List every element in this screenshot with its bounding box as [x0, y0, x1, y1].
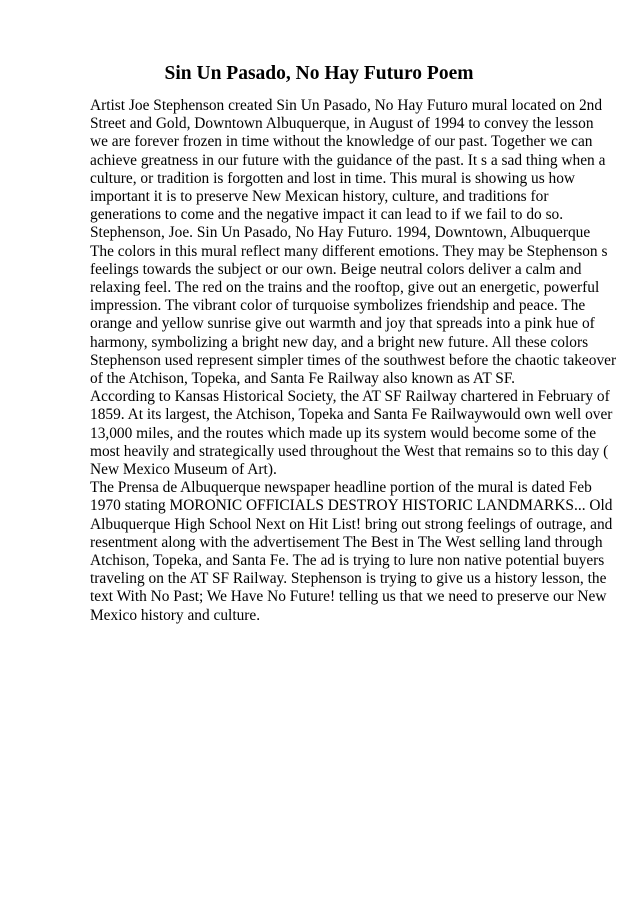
text-line: impression. The vibrant color of turquoise symbolizes friendship and peace. The — [90, 297, 586, 315]
text-line: harmony, symbolizing a bright new day, and a bright new future. All these colors — [90, 333, 589, 351]
text-line: feelings towards the subject or our own. Beige neutral colors deliver a calm and — [90, 260, 582, 278]
text-line: relaxing feel. The red on the trains and the rooftop, give out an energetic, powerful — [90, 279, 600, 297]
text-line: The colors in this mural reflect many different emotions. They may be Stephenson s — [90, 242, 608, 260]
text-line: Stephenson used represent simpler times of the southwest before the chaotic takeover — [90, 351, 617, 369]
text-line: 1970 stating MORONIC OFFICIALS DESTROY HISTORIC LANDMARKS... Old — [90, 497, 613, 515]
text-line: of the Atchison, Topeka, and Santa Fe Railway also known as AT SF. — [90, 370, 516, 388]
text-line: achieve greatness in our future with the guidance of the past. It s a sad thing when a — [90, 151, 606, 169]
text-line: 1859. At its largest, the Atchison, Topeka and Santa Fe Railwaywould own well over — [90, 406, 613, 424]
text-line: generations to come and the negative impact it can lead to if we fail to do so. — [90, 206, 564, 224]
text-line: Mexico history and culture. — [90, 606, 261, 624]
text-line: Street and Gold, Downtown Albuquerque, in August of 1994 to convey the lesson — [90, 115, 594, 133]
document-body — [90, 97, 617, 625]
text-line: The Prensa de Albuquerque newspaper headline portion of the mural is dated Feb — [90, 479, 592, 497]
text-line: Artist Joe Stephenson created Sin Un Pasado, No Hay Futuro mural located on 2nd — [90, 97, 603, 114]
text-line: most heavily and strategically used throughout the West that remains so to this day ( — [90, 442, 609, 460]
document-title: Sin Un Pasado, No Hay Futuro Poem — [164, 63, 474, 84]
text-line: According to Kansas Historical Society, the AT SF Railway chartered in February of — [90, 388, 610, 406]
text-line: New Mexico Museum of Art). — [90, 461, 277, 479]
text-line: text With No Past; We Have No Future! telling us that we need to preserve our New — [90, 588, 607, 606]
text-line: Atchison, Topeka, and Santa Fe. The ad is trying to lure non native potential buyers — [90, 552, 605, 570]
text-line: important it is to preserve New Mexican history, culture, and traditions for — [90, 188, 549, 206]
text-line: Albuquerque High School Next on Hit List! bring out strong feelings of outrage, and — [90, 515, 613, 533]
text-line: 13,000 miles, and the routes which made up its system would become some of the — [90, 424, 597, 442]
text-line: Stephenson, Joe. Sin Un Pasado, No Hay Futuro. 1994, Downtown, Albuquerque — [90, 224, 591, 242]
text-line: resentment along with the advertisement The Best in The West selling land through — [90, 533, 603, 551]
text-line: culture, or tradition is forgotten and lost in time. This mural is showing us how — [90, 169, 576, 187]
text-line: traveling on the AT SF Railway. Stephenson is trying to give us a history lesson, the — [90, 570, 607, 588]
text-line: we are forever frozen in time without the knowledge of our past. Together we can — [90, 133, 593, 151]
text-line: orange and yellow sunrise give out warmth and joy that spreads into a pink hue of — [90, 315, 595, 333]
